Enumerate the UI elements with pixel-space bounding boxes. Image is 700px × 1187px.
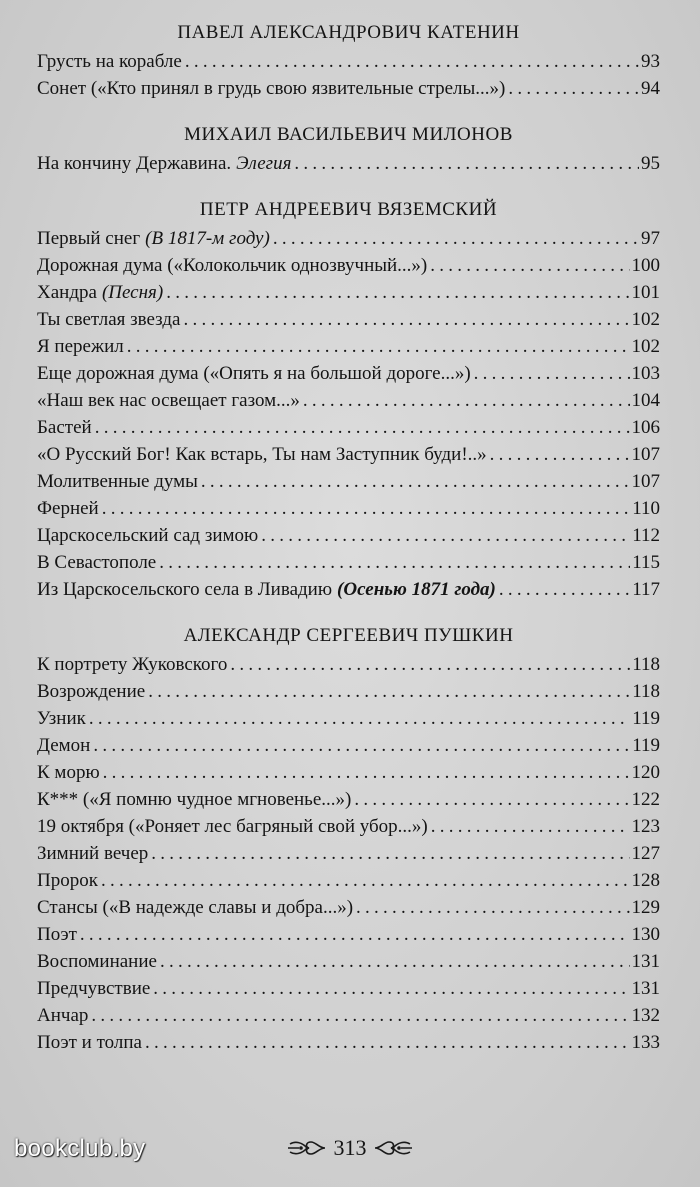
entry-page-number: 102: [631, 309, 660, 330]
entry-title: «О Русский Бог! Как встарь, Ты нам Заступник буди!..»: [37, 444, 487, 465]
toc-entry: [37, 894, 660, 921]
dot-leader: [160, 948, 630, 975]
dot-leader: [499, 576, 630, 603]
toc-entry: [37, 252, 660, 279]
entry-page-number: 97: [641, 228, 660, 249]
author-heading: ПЕТР АНДРЕЕВИЧ ВЯЗЕМСКИЙ: [199, 199, 498, 220]
entry-title: Демон: [37, 735, 91, 756]
entry-title: Ты светлая звезда: [37, 309, 181, 330]
dot-leader: [148, 678, 630, 705]
entry-title: Ферней: [37, 498, 99, 519]
dot-leader: [151, 840, 629, 867]
dot-leader: [354, 786, 629, 813]
dot-leader: [261, 522, 630, 549]
toc-entry: [37, 651, 660, 678]
entry-title: Пророк: [37, 870, 98, 891]
dot-leader: [153, 975, 629, 1002]
entry-title: К*** («Я помню чудное мгновенье...»): [37, 789, 352, 810]
dot-leader: [183, 306, 629, 333]
dot-leader: [93, 732, 630, 759]
entry-title: Предчувствие: [37, 978, 151, 999]
entry-page-number: 122: [631, 789, 660, 810]
entry-subtitle: (Осенью 1871 года): [337, 579, 496, 600]
toc-entry: [37, 522, 660, 549]
toc-entry: [37, 786, 660, 813]
entry-title: На кончину Державина.: [37, 153, 232, 174]
entry-page-number: 112: [632, 525, 660, 546]
entry-title: Возрождение: [37, 681, 146, 702]
entry-page-number: 101: [631, 282, 660, 303]
dot-leader: [89, 705, 630, 732]
entry-title: Первый снег: [37, 228, 141, 249]
dot-leader: [101, 867, 630, 894]
entry-page-number: 103: [631, 363, 660, 384]
toc-entry: [37, 813, 660, 840]
entry-page-number: 115: [632, 552, 660, 573]
entry-subtitle: Элегия: [236, 153, 292, 174]
entry-title: Молитвенные думы: [37, 471, 198, 492]
entry-page-number: 102: [631, 336, 660, 357]
entry-page-number: 128: [631, 870, 660, 891]
toc-entry: [37, 1002, 660, 1029]
toc-entry: [37, 150, 660, 177]
entry-page-number: 94: [641, 78, 660, 99]
toc-entry: [37, 333, 660, 360]
toc-entry: [37, 414, 660, 441]
entry-page-number: 107: [631, 471, 660, 492]
entry-page-number: 95: [641, 153, 660, 174]
entry-subtitle: (В 1817-м году): [145, 228, 270, 249]
toc-entry: [37, 495, 660, 522]
fleuron-icon: [373, 1138, 415, 1158]
toc-entry: [37, 759, 660, 786]
toc-entry: [37, 360, 660, 387]
entry-page-number: 110: [632, 498, 660, 519]
entry-title: Узник: [37, 708, 86, 729]
watermark-text: bookclub.by: [14, 1135, 146, 1162]
author-section: [37, 120, 660, 177]
dot-leader: [490, 441, 630, 468]
toc-entry: [37, 867, 660, 894]
dot-leader: [273, 225, 639, 252]
entry-page-number: 131: [631, 978, 660, 999]
dot-leader: [103, 759, 630, 786]
author-heading: МИХАИЛ ВАСИЛЬЕВИЧ МИЛОНОВ: [184, 124, 513, 145]
entry-page-number: 129: [631, 897, 660, 918]
author-section: [37, 621, 660, 1056]
table-of-contents: [37, 18, 660, 1074]
entry-page-number: 127: [631, 843, 660, 864]
dot-leader: [145, 1029, 630, 1056]
dot-leader: [474, 360, 630, 387]
entry-page-number: 123: [631, 816, 660, 837]
toc-entry: [37, 840, 660, 867]
entry-title: Царскосельский сад зимою: [37, 525, 259, 546]
dot-leader: [159, 549, 630, 576]
entry-page-number: 118: [632, 654, 660, 675]
entry-title: Анчар: [37, 1005, 89, 1026]
entry-title: В Севастополе: [37, 552, 157, 573]
entry-page-number: 131: [631, 951, 660, 972]
toc-entry: [37, 948, 660, 975]
dot-leader: [80, 921, 630, 948]
entry-page-number: 119: [632, 708, 660, 729]
entry-title: Сонет («Кто принял в грудь свою язвительные стрелы...»): [37, 78, 506, 99]
toc-entry: [37, 678, 660, 705]
dot-leader: [294, 150, 639, 177]
toc-entry: [37, 732, 660, 759]
entry-title: Стансы («В надежде славы и добра...»): [37, 897, 354, 918]
entry-page-number: 118: [632, 681, 660, 702]
entry-page-number: 132: [631, 1005, 660, 1026]
toc-entry: [37, 468, 660, 495]
author-heading: ПАВЕЛ АЛЕКСАНДРОВИЧ КАТЕНИН: [177, 22, 520, 43]
toc-entry: [37, 306, 660, 333]
entry-page-number: 93: [641, 51, 660, 72]
entry-page-number: 117: [632, 579, 660, 600]
toc-entry: [37, 705, 660, 732]
dot-leader: [102, 495, 630, 522]
dot-leader: [127, 333, 630, 360]
entry-title: Поэт и толпа: [37, 1032, 142, 1053]
dot-leader: [508, 75, 639, 102]
entry-page-number: 106: [631, 417, 660, 438]
author-heading: АЛЕКСАНДР СЕРГЕЕВИЧ ПУШКИН: [183, 625, 514, 646]
entry-title: Еще дорожная дума («Опять я на большой дороге...»): [37, 363, 471, 384]
toc-entry: [37, 576, 660, 603]
entry-page-number: 104: [631, 390, 660, 411]
entry-page-number: 130: [631, 924, 660, 945]
entry-title: 19 октября («Роняет лес багряный свой убор...»): [37, 816, 428, 837]
entry-title: Дорожная дума («Колокольчик однозвучный...»): [37, 255, 428, 276]
toc-entry: [37, 225, 660, 252]
entry-title: Поэт: [37, 924, 77, 945]
dot-leader: [166, 279, 629, 306]
toc-entry: [37, 549, 660, 576]
author-section: [37, 18, 660, 102]
dot-leader: [431, 813, 630, 840]
entry-title: Я пережил: [37, 336, 124, 357]
toc-entry: [37, 1029, 660, 1056]
dot-leader: [230, 651, 630, 678]
toc-entry: [37, 48, 660, 75]
toc-entry: [37, 387, 660, 414]
toc-entry: [37, 975, 660, 1002]
entry-title: Воспоминание: [37, 951, 157, 972]
entry-subtitle: (Песня): [101, 282, 164, 303]
entry-title: Из Царскосельского села в Ливадию: [37, 579, 333, 600]
toc-entry: [37, 441, 660, 468]
author-section: [37, 195, 660, 603]
dot-leader: [95, 414, 630, 441]
entry-title: «Наш век нас освещает газом...»: [37, 390, 300, 411]
entry-page-number: 119: [632, 735, 660, 756]
entry-page-number: 120: [631, 762, 660, 783]
entry-title: Зимний вечер: [37, 843, 149, 864]
dot-leader: [91, 1002, 629, 1029]
entry-title: Бастей: [37, 417, 92, 438]
entry-page-number: 133: [631, 1032, 660, 1053]
dot-leader: [185, 48, 639, 75]
dot-leader: [356, 894, 629, 921]
dot-leader: [201, 468, 630, 495]
toc-entry: [37, 75, 660, 102]
entry-title: К морю: [37, 762, 100, 783]
entry-page-number: 100: [631, 255, 660, 276]
toc-entry: [37, 279, 660, 306]
toc-entry: [37, 921, 660, 948]
entry-title: Хандра: [37, 282, 97, 303]
dot-leader: [430, 252, 629, 279]
entry-title: К портрету Жуковского: [37, 654, 228, 675]
entry-title: Грусть на корабле: [37, 51, 182, 72]
page-number: 313: [333, 1135, 367, 1160]
dot-leader: [303, 387, 630, 414]
entry-page-number: 107: [631, 444, 660, 465]
